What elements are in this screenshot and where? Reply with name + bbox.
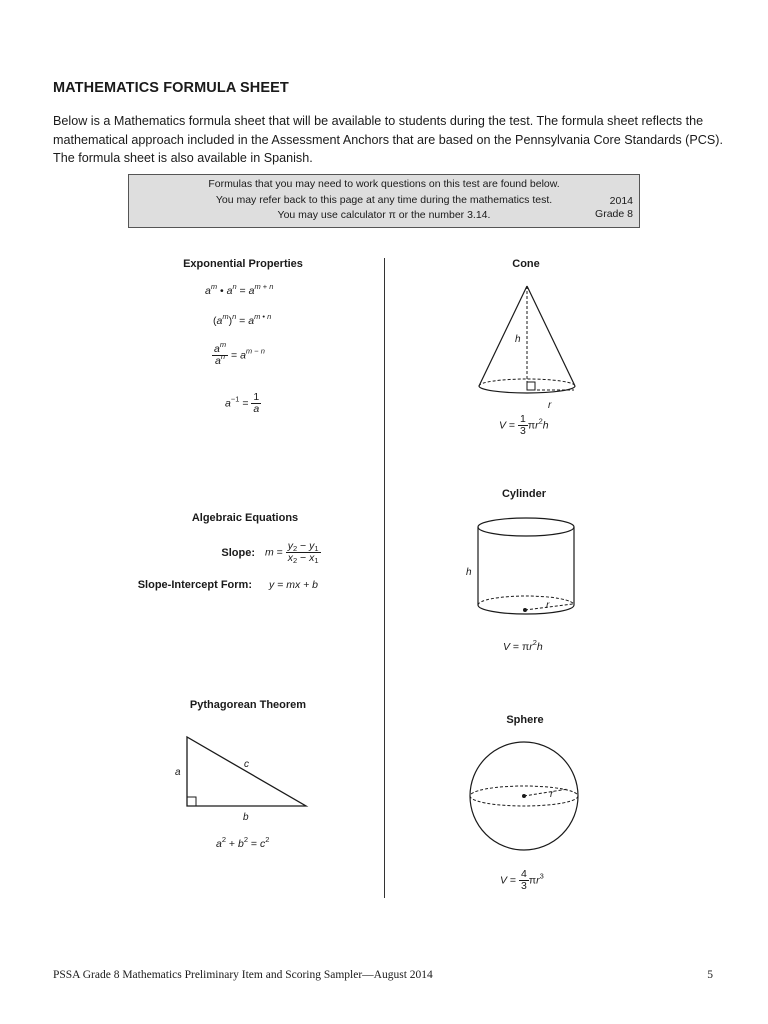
year: 2014: [609, 195, 633, 207]
footer: [53, 969, 713, 981]
info-line-3: You may use calculator π or the number 3.14.: [277, 209, 491, 221]
sphere-volume-formula: V = $\frac{4}{3}$ $\pi r^3$: [500, 868, 544, 892]
year-grade-label: [595, 195, 633, 221]
info-box: [128, 174, 640, 228]
sphere-diagram: [465, 737, 585, 857]
info-line-2: You may refer back to this page at any time during the mathematics test.: [215, 193, 553, 206]
triangle-label-a: a: [175, 767, 181, 778]
sphere-label-r: r: [550, 789, 554, 800]
triangle-label-b: b: [243, 812, 249, 823]
cone-volume-formula: V = $\frac{1}{3}$ $\pi r^2h$: [499, 413, 549, 437]
cylinder-label-r: r: [546, 600, 550, 611]
cone-label-r: r: [548, 400, 552, 410]
grade: Grade 8: [595, 208, 633, 220]
exponent-quotient-rule: $\frac{a^m}{a^n}$ = $a^{m - n}$: [214, 340, 265, 367]
exponent-negative-rule: $a^{-1}$ = $\frac{1}{a}$: [225, 391, 260, 415]
sphere-heading: Sphere: [506, 714, 544, 726]
slope-label: Slope:: [221, 547, 255, 559]
slope-formula: m = $\frac{y_2 - y_1}{x_2 - x_1}$: [265, 540, 319, 565]
page-title: MATHEMATICS FORMULA SHEET: [53, 80, 289, 96]
cylinder-heading: Cylinder: [501, 488, 546, 500]
cylinder-volume-formula: $V = \pi r^2h$: [503, 638, 543, 653]
cylinder-label-h: h: [466, 567, 472, 578]
page-number: 5: [707, 969, 713, 981]
cone-label-h: h: [515, 334, 521, 345]
slope-intercept-formula: y = mx + b: [269, 579, 319, 591]
slope-intercept-label: Slope-Intercept Form:: [137, 579, 252, 591]
pythagorean-heading: Pythagorean Theorem: [189, 699, 307, 711]
column-divider: [384, 258, 385, 898]
right-triangle-diagram: [170, 730, 320, 830]
exponent-product-rule: $a^m$ • $a^n = a^{m + n}$: [205, 282, 274, 297]
cone-diagram: [470, 280, 585, 410]
pythagorean-formula: $a^2 + b^2 = c^2$: [216, 835, 270, 850]
triangle-label-c: c: [244, 759, 249, 770]
algebraic-heading: Algebraic Equations: [191, 512, 299, 524]
exponent-power-rule: $(a^m)^n = a^{m • n}$: [213, 312, 272, 327]
cylinder-diagram: [460, 512, 585, 630]
cone-heading: Cone: [512, 258, 540, 270]
info-line-1: Formulas that you may need to work questions on this test are found below.: [208, 178, 560, 190]
intro-paragraph: Below is a Mathematics formula sheet that will be available to students during the test. The formula sheet reflects the mathematical approach included in the Assessment Anchors that are based on the Pennsylvania Core Standards (PCS). The formula sheet is also available in Spanish.: [53, 114, 723, 165]
footer-text: PSSA Grade 8 Mathematics Preliminary Item and Scoring Sampler—August 2014: [53, 969, 433, 981]
exponential-heading: Exponential Properties: [183, 258, 303, 270]
